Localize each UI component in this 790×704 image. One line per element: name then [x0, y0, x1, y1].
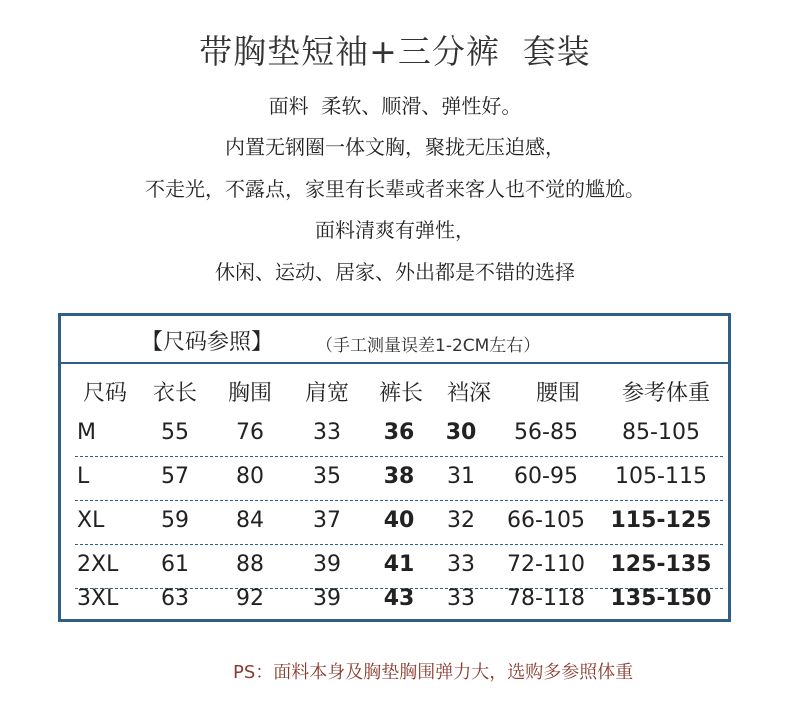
cell-shoulder: 37	[313, 508, 341, 533]
table-row	[61, 456, 728, 500]
cell-pants-length: 41	[383, 552, 415, 577]
cell-pants-length: 43	[383, 586, 415, 611]
column-header-shoulder: 肩宽	[304, 381, 349, 406]
cell-pants-length: 40	[383, 508, 415, 533]
cell-pants-length: 36	[383, 420, 415, 445]
cell-bust: 76	[236, 420, 264, 445]
cell-length: 59	[161, 508, 189, 533]
cell-weight: 85-105	[622, 420, 700, 445]
cell-size: M	[77, 420, 96, 445]
size-table	[58, 313, 731, 622]
cell-bust: 84	[236, 508, 264, 533]
description-line: 休闲、运动、居家、外出都是不错的选择	[215, 260, 575, 284]
size-table-note: （手工测量误差1-2CM左右）	[316, 336, 541, 356]
cell-bust: 80	[236, 464, 264, 489]
cell-length: 57	[161, 464, 189, 489]
cell-rise: 31	[447, 464, 475, 489]
cell-pants-length: 38	[383, 464, 415, 489]
cell-shoulder: 33	[313, 420, 341, 445]
page-title: 带胸垫短袖+三分裤 套装	[199, 32, 591, 71]
cell-size: 2XL	[77, 552, 119, 577]
column-header-weight: 参考体重	[621, 381, 710, 406]
column-header-length: 衣长	[152, 381, 197, 406]
cell-weight: 115-125	[610, 508, 712, 533]
cell-rise: 33	[447, 586, 475, 611]
cell-rise: 30	[445, 420, 477, 445]
cell-size: 3XL	[77, 586, 119, 611]
cell-shoulder: 39	[313, 586, 341, 611]
cell-waist: 78-118	[507, 586, 585, 611]
cell-waist: 60-95	[514, 464, 578, 489]
cell-waist: 72-110	[507, 552, 585, 577]
cell-size: L	[77, 464, 90, 489]
ps-note: PS：面料本身及胸垫胸围弹力大，选购多参照体重	[233, 662, 634, 683]
column-header-size: 尺码	[82, 381, 127, 406]
column-header-waist: 腰围	[535, 381, 580, 406]
cell-length: 63	[161, 586, 189, 611]
table-row	[61, 578, 728, 622]
cell-shoulder: 39	[313, 552, 341, 577]
cell-bust: 88	[236, 552, 264, 577]
cell-weight: 105-115	[615, 464, 707, 489]
table-row	[61, 412, 728, 456]
size-table-header	[61, 316, 728, 364]
description-line: 不走光，不露点，家里有长辈或者来客人也不觉的尴尬。	[145, 177, 645, 201]
description-line: 面料清爽有弹性，	[315, 218, 475, 242]
cell-waist: 66-105	[507, 508, 585, 533]
cell-rise: 33	[447, 552, 475, 577]
cell-shoulder: 35	[313, 464, 341, 489]
description-line: 面料 柔软、顺滑、弹性好。	[268, 94, 522, 118]
description-line: 内置无钢圈一体文胸，聚拢无压迫感，	[225, 135, 565, 159]
cell-length: 61	[161, 552, 189, 577]
cell-size: XL	[77, 508, 105, 533]
table-row	[61, 500, 728, 544]
column-header-bust: 胸围	[227, 381, 272, 406]
size-table-title: 【尺码参照】	[141, 330, 274, 355]
cell-weight: 125-135	[610, 552, 712, 577]
cell-length: 55	[161, 420, 189, 445]
cell-rise: 32	[447, 508, 475, 533]
column-header-pants-length: 裤长	[378, 381, 423, 406]
cell-weight: 135-150	[610, 586, 712, 611]
cell-bust: 92	[236, 586, 264, 611]
cell-waist: 56-85	[514, 420, 578, 445]
column-header-rise: 裆深	[446, 381, 491, 406]
